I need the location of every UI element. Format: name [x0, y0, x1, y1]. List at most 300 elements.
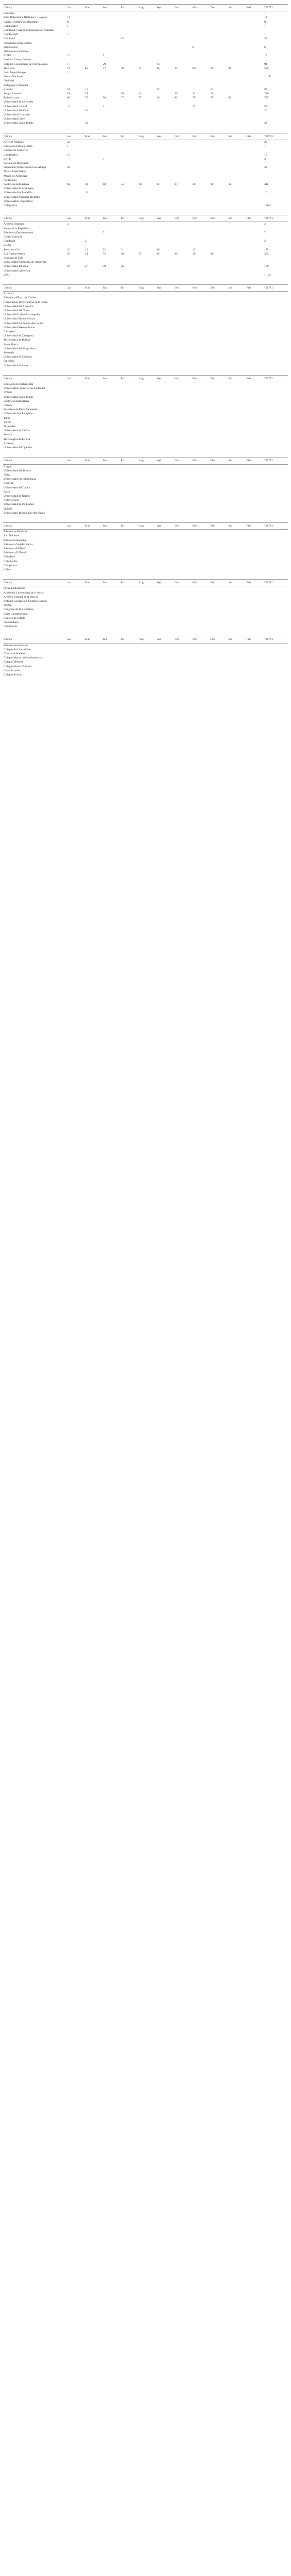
total-cell — [264, 161, 288, 165]
month-value-cell — [85, 481, 103, 485]
month-value-cell — [120, 71, 138, 75]
month-value-cell — [228, 386, 246, 391]
month-value-cell — [85, 41, 103, 45]
month-value-cell — [228, 408, 246, 412]
month-value-cell — [210, 161, 228, 165]
table-row — [3, 660, 288, 664]
month-value-cell — [228, 165, 246, 170]
month-value-cell — [67, 330, 85, 334]
month-value-cell — [246, 182, 264, 187]
month-value-cell — [246, 260, 264, 264]
month-value-cell — [103, 442, 121, 446]
column-header: Feb — [246, 215, 264, 222]
library-name-cell: Politécnico — [4, 178, 17, 182]
month-value-cell — [174, 486, 192, 490]
month-value-cell — [174, 446, 192, 450]
month-value-cell — [156, 113, 174, 117]
month-value-cell — [120, 560, 138, 564]
month-value-cell — [103, 555, 121, 559]
month-value-cell — [210, 83, 228, 88]
month-value-cell: 72 — [67, 66, 70, 70]
month-value-cell — [246, 269, 264, 273]
month-value-cell — [174, 391, 192, 395]
month-value-cell — [67, 235, 85, 239]
month-value-cell — [210, 355, 228, 359]
month-value-cell — [210, 507, 228, 511]
month-value-cell — [156, 49, 174, 54]
month-value-cell — [210, 178, 228, 182]
month-value-cell — [174, 490, 192, 494]
total-cell — [264, 148, 288, 152]
month-value-cell — [174, 260, 192, 264]
month-value-cell — [138, 382, 156, 387]
column-header: Jul — [120, 375, 138, 382]
month-value-cell — [246, 603, 264, 607]
column-header: Aug — [138, 284, 156, 291]
month-value-cell — [192, 153, 210, 157]
month-value-cell — [138, 498, 156, 502]
month-value-cell — [103, 603, 121, 607]
month-value-cell — [103, 469, 121, 473]
month-value-cell — [85, 568, 103, 572]
library-name-cell: Universidad del Tolima — [4, 469, 31, 472]
month-value-cell — [174, 170, 192, 174]
table-row — [3, 32, 288, 37]
month-value-cell — [67, 473, 85, 477]
month-value-cell: 38 — [67, 88, 70, 91]
month-value-cell — [210, 511, 228, 515]
library-stats-table — [3, 375, 288, 450]
month-value-cell — [210, 338, 228, 342]
month-value-cell: 60 — [156, 96, 160, 100]
month-value-cell — [210, 624, 228, 629]
column-header: Aug — [138, 5, 156, 11]
month-value-cell — [67, 174, 85, 178]
month-value-cell — [246, 105, 264, 109]
month-value-cell — [138, 161, 156, 165]
month-value-cell — [85, 534, 103, 538]
column-header: Mar — [85, 580, 103, 586]
month-value-cell — [174, 178, 192, 182]
column-header: Jan — [67, 457, 85, 464]
column-header: Jan — [67, 215, 85, 222]
month-value-cell — [103, 195, 121, 199]
month-value-cell — [156, 37, 174, 41]
month-value-cell — [120, 105, 138, 109]
month-value-cell — [192, 502, 210, 506]
month-value-cell — [174, 195, 192, 199]
month-value-cell — [120, 227, 138, 231]
month-value-cell: 16 — [85, 248, 88, 251]
month-value-cell — [85, 222, 103, 227]
month-value-cell — [228, 161, 246, 165]
column-header: Feb — [246, 522, 264, 529]
month-value-cell — [85, 204, 103, 208]
table-row — [3, 317, 288, 321]
month-value-cell — [67, 603, 85, 607]
month-value-cell — [246, 248, 264, 252]
month-value-cell — [85, 477, 103, 481]
month-value-cell — [120, 624, 138, 629]
month-value-cell — [228, 75, 246, 79]
month-value-cell — [156, 269, 174, 273]
month-value-cell — [210, 121, 228, 125]
month-value-cell — [85, 256, 103, 260]
month-value-cell — [85, 502, 103, 506]
total-cell — [264, 429, 288, 433]
month-value-cell — [120, 403, 138, 408]
table-row — [3, 534, 288, 538]
library-name-cell: Caldas, Fidelina de Manizales — [4, 20, 39, 24]
month-value-cell — [174, 71, 192, 75]
month-value-cell — [120, 243, 138, 247]
month-value-cell — [67, 243, 85, 247]
month-value-cell — [228, 433, 246, 437]
month-value-cell — [228, 425, 246, 429]
library-name-cell: Biblioteca Pública Piloto — [4, 145, 33, 148]
month-value-cell — [210, 264, 228, 268]
table-row — [3, 273, 288, 277]
month-value-cell — [103, 490, 121, 494]
month-value-cell — [103, 321, 121, 326]
library-name-cell: Museo Nacional — [4, 75, 23, 79]
month-value-cell — [85, 543, 103, 547]
column-header: Aug — [138, 457, 156, 464]
month-value-cell — [103, 153, 121, 157]
month-value-cell: 88 — [192, 66, 196, 70]
month-value-cell — [156, 32, 174, 37]
month-value-cell: 3 — [103, 157, 105, 161]
month-value-cell — [85, 317, 103, 321]
month-value-cell — [210, 469, 228, 473]
month-value-cell — [192, 669, 210, 673]
table-row — [3, 595, 288, 599]
total-cell: 412 — [264, 182, 269, 186]
month-value-cell — [228, 616, 246, 620]
month-value-cell — [210, 347, 228, 351]
month-value-cell — [228, 296, 246, 300]
table-row — [3, 37, 288, 41]
month-value-cell — [228, 204, 246, 208]
month-value-cell — [138, 296, 156, 300]
total-cell — [264, 235, 288, 239]
column-header: Dec — [210, 284, 228, 291]
month-value-cell — [85, 643, 103, 648]
month-value-cell — [246, 243, 264, 247]
month-value-cell — [246, 28, 264, 32]
month-value-cell — [138, 79, 156, 83]
month-value-cell — [174, 264, 192, 268]
month-value-cell — [192, 195, 210, 199]
month-value-cell — [192, 41, 210, 45]
month-value-cell — [192, 273, 210, 277]
month-value-cell — [228, 591, 246, 595]
month-value-cell — [85, 469, 103, 473]
table-row — [3, 665, 288, 669]
month-value-cell — [174, 473, 192, 477]
month-value-cell — [174, 239, 192, 243]
column-header: Mar — [85, 133, 103, 140]
month-value-cell — [192, 464, 210, 469]
table-row — [3, 11, 288, 16]
month-value-cell — [103, 620, 121, 624]
month-value-cell — [210, 195, 228, 199]
month-value-cell — [120, 161, 138, 165]
month-value-cell — [85, 364, 103, 368]
month-value-cell — [103, 148, 121, 152]
month-value-cell — [67, 334, 85, 338]
month-value-cell — [120, 54, 138, 58]
month-value-cell — [228, 355, 246, 359]
library-name-cell: Biblioteca El Tunal — [4, 551, 26, 555]
month-value-cell — [85, 403, 103, 408]
column-header: Feb — [246, 133, 264, 140]
total-cell — [264, 607, 288, 612]
month-value-cell: 22 — [103, 248, 106, 251]
total-cell — [264, 100, 288, 104]
month-value-cell — [103, 648, 121, 652]
total-cell — [264, 481, 288, 485]
month-value-cell — [120, 121, 138, 125]
month-value-cell — [103, 624, 121, 629]
library-name-cell: Red Nacional — [4, 534, 20, 538]
column-header: Jan — [228, 284, 246, 291]
month-value-cell — [138, 437, 156, 442]
month-value-cell — [85, 538, 103, 543]
month-value-cell — [156, 157, 174, 161]
month-value-cell — [192, 408, 210, 412]
month-value-cell — [138, 170, 156, 174]
table-row — [3, 429, 288, 433]
month-value-cell — [156, 595, 174, 599]
month-value-cell — [67, 117, 85, 121]
month-value-cell — [120, 595, 138, 599]
month-value-cell — [246, 153, 264, 157]
month-value-cell — [103, 473, 121, 477]
month-value-cell — [246, 161, 264, 165]
month-value-cell — [228, 113, 246, 117]
month-value-cell — [138, 429, 156, 433]
table-row — [3, 420, 288, 425]
table-row — [3, 652, 288, 656]
month-value-cell — [210, 243, 228, 247]
month-value-cell — [85, 165, 103, 170]
table-row — [3, 408, 288, 412]
month-value-cell — [120, 364, 138, 368]
month-value-cell — [228, 490, 246, 494]
table-row — [3, 355, 288, 359]
month-value-cell — [103, 665, 121, 669]
month-value-cell — [67, 481, 85, 485]
library-name-cell: Instituto Colombiano de Antropología — [4, 62, 48, 66]
month-value-cell — [103, 71, 121, 75]
month-value-cell — [120, 317, 138, 321]
month-value-cell — [192, 28, 210, 32]
library-name-cell: Universidad de Sucre — [4, 364, 29, 367]
total-cell: 20 — [264, 109, 267, 112]
month-value-cell — [174, 144, 192, 148]
month-value-cell — [85, 199, 103, 204]
month-value-cell — [138, 603, 156, 607]
total-cell: 23 — [264, 37, 267, 41]
month-value-cell — [103, 425, 121, 429]
column-header: Library — [3, 133, 67, 140]
month-value-cell — [85, 586, 103, 591]
month-value-cell: 28 — [192, 182, 196, 186]
month-value-cell — [120, 652, 138, 656]
library-stats-table — [3, 522, 288, 572]
month-value-cell: 11 — [67, 105, 70, 108]
month-value-cell — [103, 673, 121, 677]
month-value-cell — [103, 317, 121, 321]
table-row — [3, 113, 288, 117]
library-name-cell: Colegio Nueva Granada — [4, 665, 32, 668]
month-value-cell: 18 — [156, 252, 160, 256]
library-name-cell: Instituto Caro y Cuervo — [4, 58, 31, 62]
total-cell — [264, 227, 288, 231]
month-value-cell — [138, 260, 156, 264]
month-value-cell — [174, 292, 192, 296]
month-value-cell — [192, 616, 210, 620]
month-value-cell — [210, 481, 228, 485]
month-value-cell — [246, 204, 264, 208]
month-value-cell — [120, 49, 138, 54]
month-value-cell — [174, 612, 192, 616]
month-value-cell — [228, 28, 246, 32]
month-value-cell — [120, 498, 138, 502]
column-header: TOTAL — [264, 636, 288, 643]
library-name-cell: Universidad Simón Bolívar — [4, 317, 36, 321]
month-value-cell — [210, 551, 228, 555]
total-cell — [264, 256, 288, 260]
month-value-cell: 27 — [85, 265, 88, 268]
month-value-cell — [67, 538, 85, 543]
month-value-cell: 16 — [85, 191, 88, 195]
month-value-cell — [120, 603, 138, 607]
month-value-cell — [174, 564, 192, 568]
month-value-cell — [210, 660, 228, 664]
month-value-cell: 27 — [174, 182, 178, 186]
month-value-cell — [246, 481, 264, 485]
month-value-cell — [120, 191, 138, 195]
month-value-cell — [210, 616, 228, 620]
month-value-cell — [67, 560, 85, 564]
month-value-cell — [174, 511, 192, 515]
month-value-cell — [246, 313, 264, 317]
table-row — [3, 109, 288, 113]
month-value-cell — [192, 395, 210, 399]
month-value-cell — [103, 338, 121, 342]
month-value-cell — [192, 643, 210, 648]
table-row — [3, 568, 288, 572]
month-value-cell — [138, 669, 156, 673]
month-value-cell — [138, 231, 156, 235]
total-cell — [264, 648, 288, 652]
column-header: Dec — [210, 375, 228, 382]
table-row — [3, 300, 288, 304]
month-value-cell — [138, 433, 156, 437]
column-header: Oct — [174, 215, 192, 222]
month-value-cell — [85, 603, 103, 607]
month-value-cell — [246, 591, 264, 595]
table-row — [3, 616, 288, 620]
month-value-cell — [156, 330, 174, 334]
library-name-cell: Francisco de Paula Santander — [4, 408, 38, 412]
column-header: Jan — [228, 636, 246, 643]
month-value-cell: 68 — [228, 66, 232, 70]
month-value-cell — [192, 534, 210, 538]
month-value-cell — [67, 612, 85, 616]
month-value-cell — [120, 170, 138, 174]
total-cell — [264, 620, 288, 624]
month-value-cell — [192, 140, 210, 144]
month-value-cell: 1 — [67, 145, 69, 148]
month-value-cell — [67, 273, 85, 277]
column-header: Library — [3, 284, 67, 291]
month-value-cell: 23 — [121, 37, 124, 41]
library-name-cell: Universidad Externado — [4, 113, 30, 117]
month-value-cell — [85, 113, 103, 117]
month-value-cell — [120, 420, 138, 425]
total-cell — [264, 473, 288, 477]
month-value-cell — [156, 28, 174, 32]
month-value-cell — [228, 338, 246, 342]
month-value-cell: 26 — [121, 265, 124, 268]
month-value-cell — [192, 304, 210, 309]
month-value-cell — [156, 620, 174, 624]
month-value-cell — [156, 243, 174, 247]
month-value-cell — [228, 235, 246, 239]
month-value-cell — [210, 165, 228, 170]
month-value-cell — [228, 222, 246, 227]
month-value-cell — [246, 420, 264, 425]
month-value-cell — [192, 113, 210, 117]
month-value-cell: 40 — [210, 252, 214, 256]
column-header: Jan — [228, 457, 246, 464]
month-value-cell — [228, 420, 246, 425]
library-name-cell: Universidad del Valle — [4, 109, 29, 112]
month-value-cell — [210, 54, 228, 58]
month-value-cell — [138, 469, 156, 473]
month-value-cell: 37 — [103, 66, 106, 70]
total-cell — [264, 591, 288, 595]
table-row — [3, 359, 288, 363]
month-value-cell — [246, 62, 264, 66]
month-value-cell — [103, 100, 121, 104]
column-header: TOTAL — [264, 284, 288, 291]
month-value-cell — [192, 481, 210, 485]
month-value-cell — [246, 338, 264, 342]
library-stats-section — [3, 522, 288, 572]
total-cell — [264, 330, 288, 334]
month-value-cell — [156, 204, 174, 208]
month-value-cell — [67, 364, 85, 368]
table-row — [3, 71, 288, 75]
month-value-cell — [67, 446, 85, 450]
month-value-cell — [192, 235, 210, 239]
month-value-cell — [138, 88, 156, 92]
total-cell — [264, 79, 288, 83]
month-value-cell: 24 — [121, 182, 124, 186]
month-value-cell — [210, 391, 228, 395]
month-value-cell: 36 — [67, 252, 70, 256]
month-value-cell — [246, 88, 264, 92]
month-value-cell — [246, 326, 264, 330]
month-value-cell — [138, 41, 156, 45]
total-cell — [264, 442, 288, 446]
month-value-cell — [246, 109, 264, 113]
month-value-cell — [103, 547, 121, 551]
